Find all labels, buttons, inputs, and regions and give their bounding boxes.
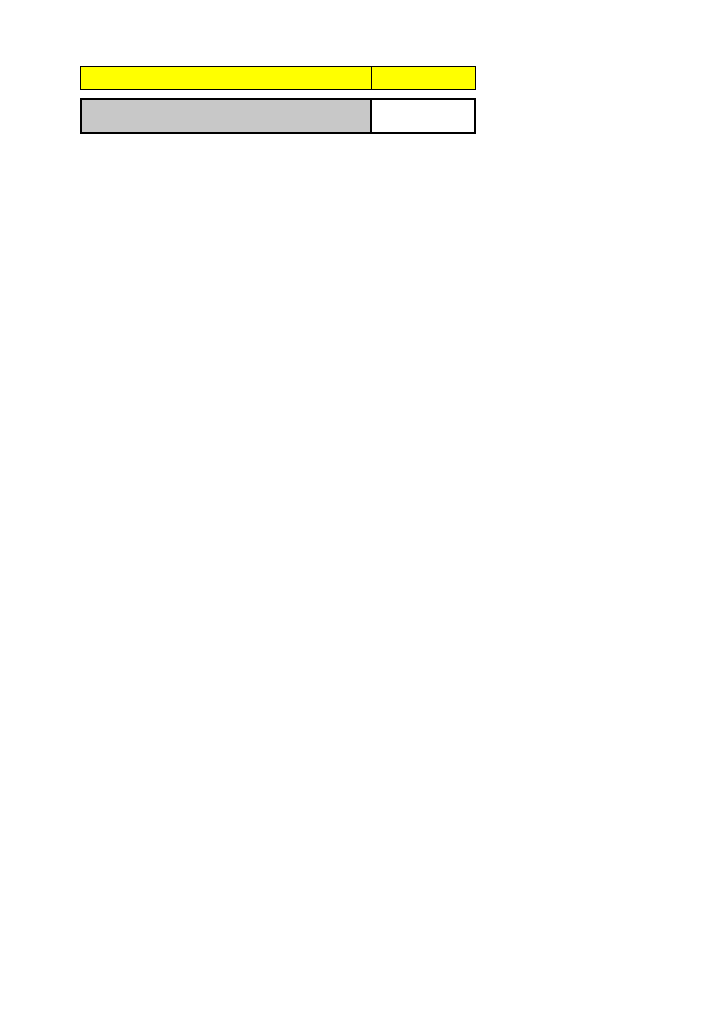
total-row-top	[80, 66, 476, 90]
total-label	[81, 67, 372, 89]
grand-total-value	[372, 100, 474, 132]
data-table	[80, 66, 476, 134]
total-value	[372, 67, 475, 89]
grand-total-label	[82, 100, 372, 132]
grand-total-row	[80, 98, 476, 134]
